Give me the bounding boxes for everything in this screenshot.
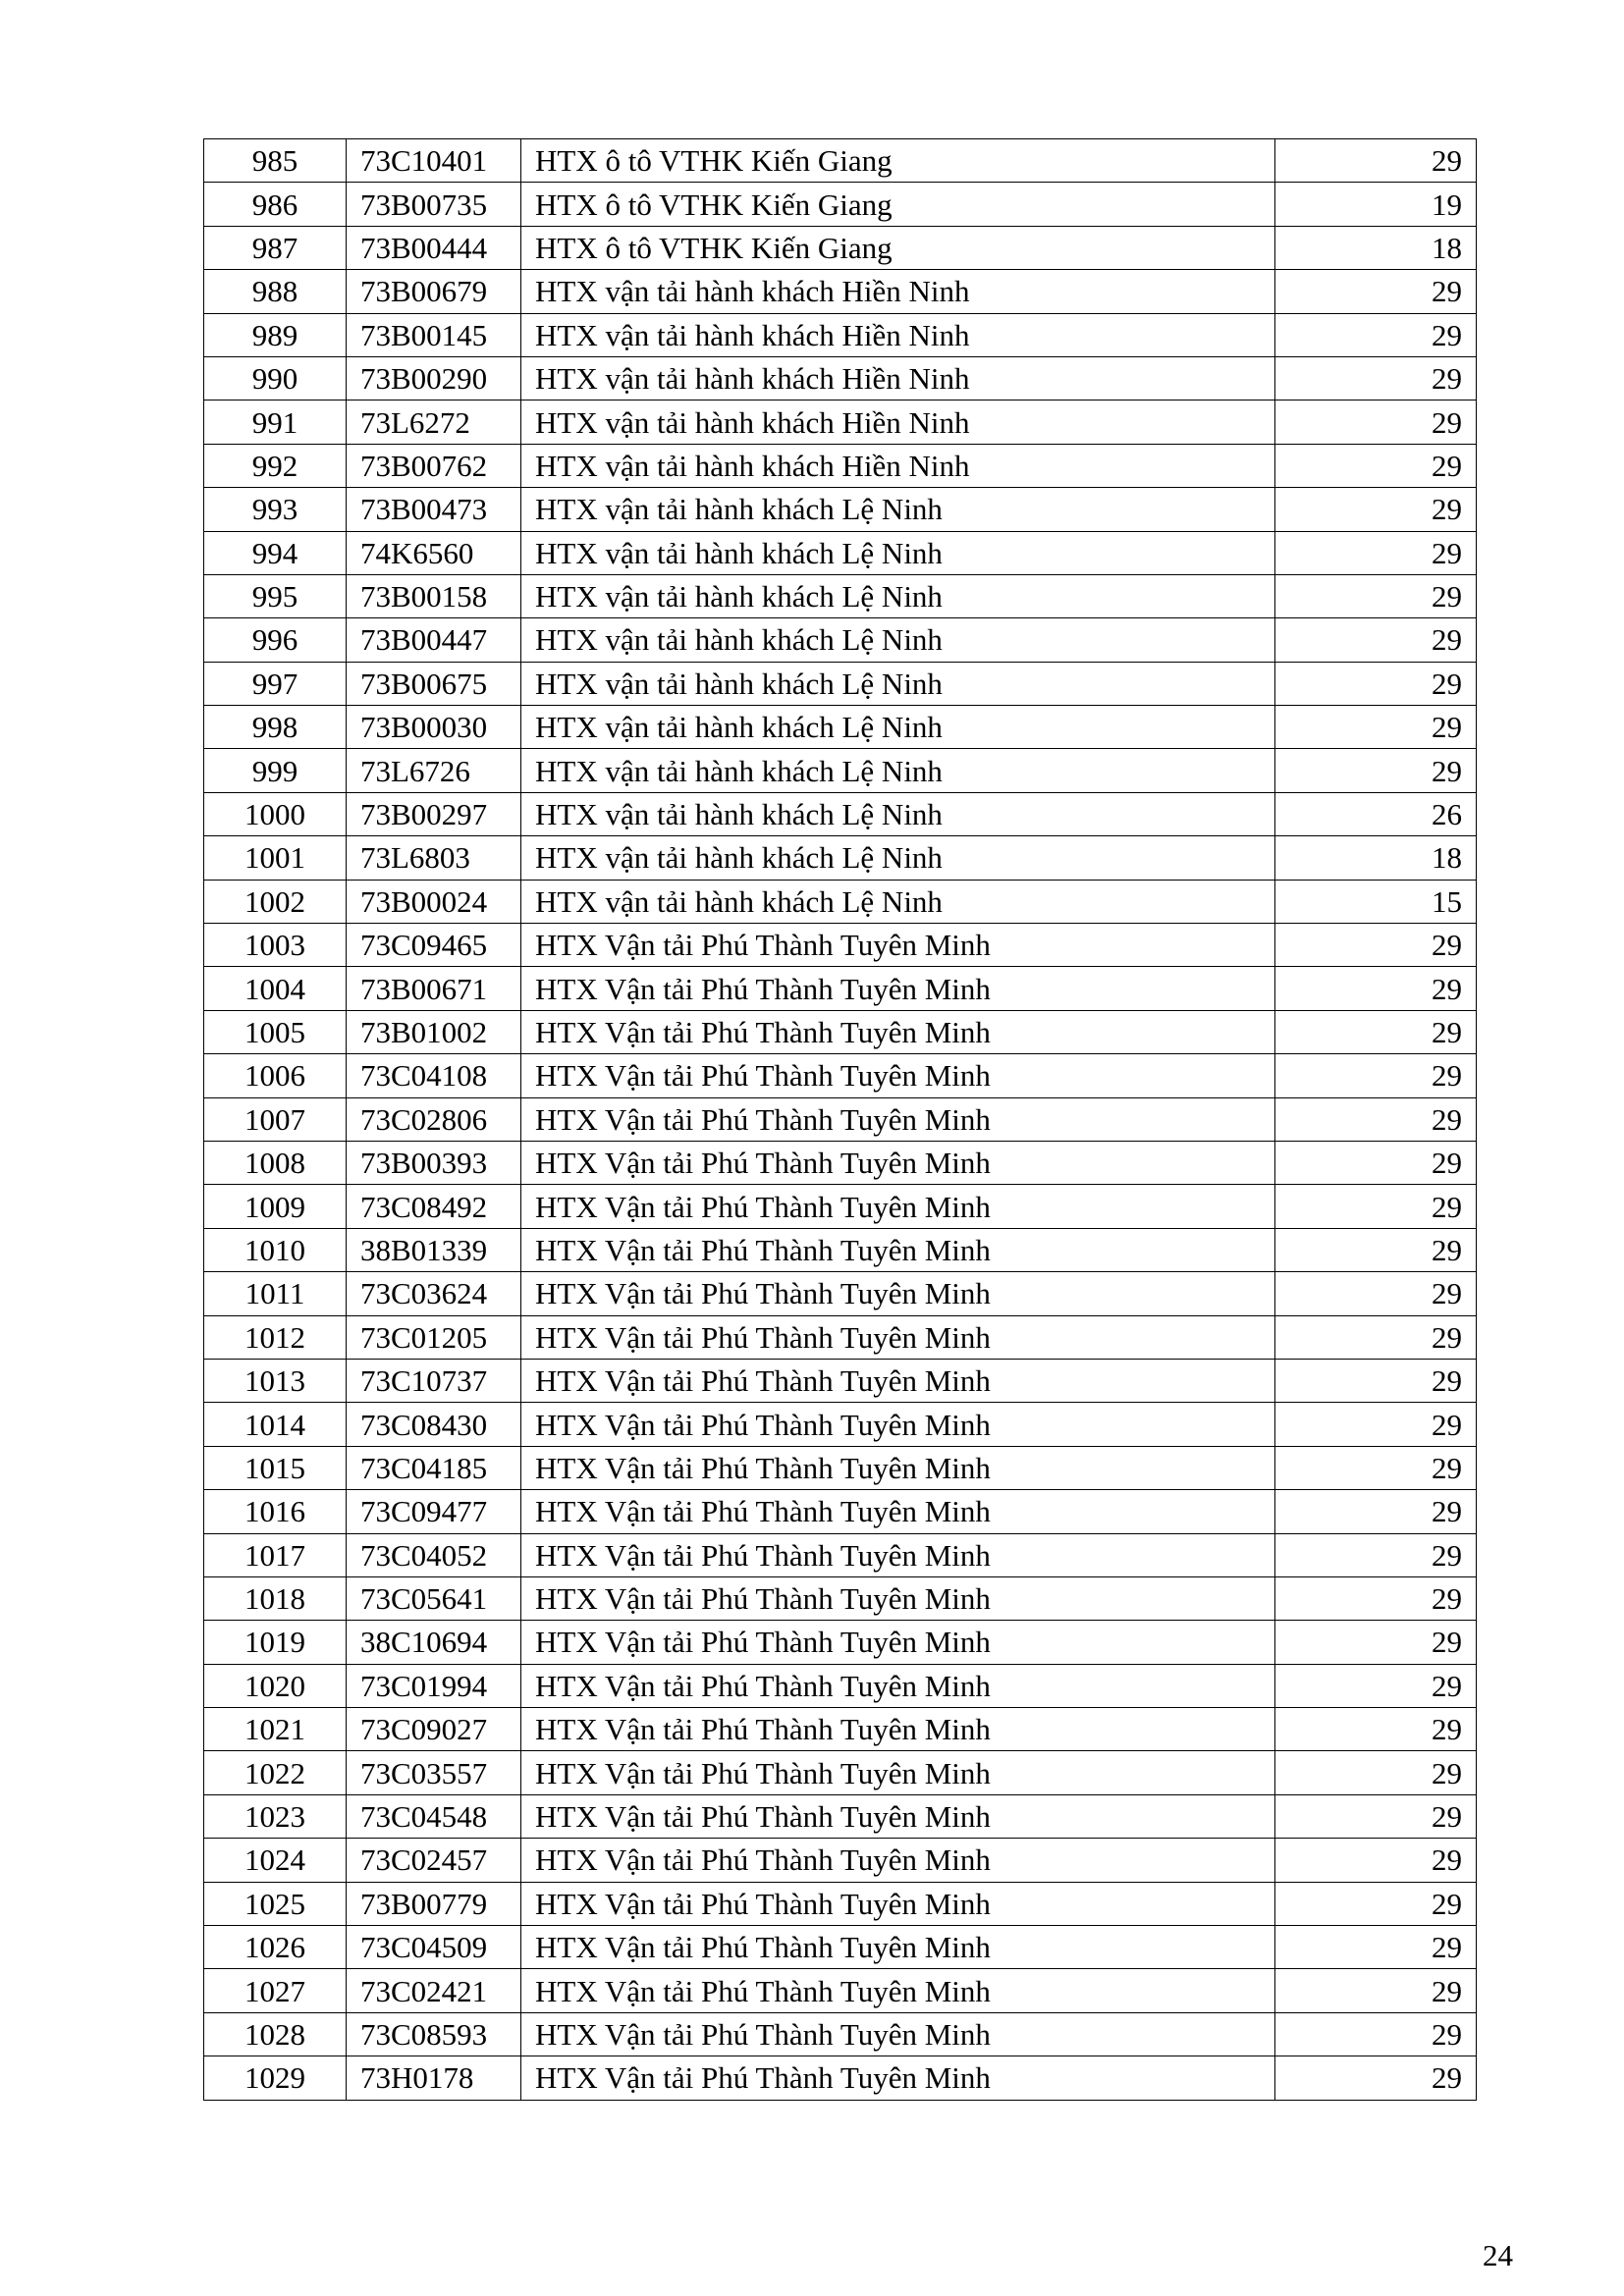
- value-cell: 29: [1275, 706, 1477, 749]
- row-number-cell: 993: [204, 488, 347, 531]
- plate-number-cell: 73B00145: [347, 313, 521, 356]
- row-number-cell: 995: [204, 574, 347, 617]
- table-row: [204, 792, 1477, 835]
- plate-number-cell: 73C09027: [347, 1708, 521, 1751]
- value-cell: 29: [1275, 2056, 1477, 2100]
- value-cell: 29: [1275, 270, 1477, 313]
- operator-name-cell: HTX Vận tải Phú Thành Tuyên Minh: [521, 1882, 1275, 1925]
- value-cell: 19: [1275, 183, 1477, 226]
- row-number-cell: 1027: [204, 1969, 347, 2012]
- table-row: [204, 1839, 1477, 1882]
- operator-name-cell: HTX Vận tải Phú Thành Tuyên Minh: [521, 1621, 1275, 1664]
- value-cell: 29: [1275, 2012, 1477, 2056]
- table-row: [204, 1359, 1477, 1402]
- operator-name-cell: HTX vận tải hành khách Lệ Ninh: [521, 574, 1275, 617]
- table-row: [204, 1185, 1477, 1228]
- operator-name-cell: HTX Vận tải Phú Thành Tuyên Minh: [521, 1097, 1275, 1141]
- value-cell: 29: [1275, 1446, 1477, 1489]
- value-cell: 29: [1275, 444, 1477, 487]
- row-number-cell: 1015: [204, 1446, 347, 1489]
- operator-name-cell: HTX ô tô VTHK Kiến Giang: [521, 139, 1275, 183]
- plate-number-cell: 73B00393: [347, 1141, 521, 1184]
- row-number-cell: 1023: [204, 1794, 347, 1838]
- plate-number-cell: 73C08492: [347, 1185, 521, 1228]
- value-cell: 29: [1275, 618, 1477, 662]
- value-cell: 29: [1275, 356, 1477, 400]
- row-number-cell: 1017: [204, 1533, 347, 1576]
- table-row: [204, 1621, 1477, 1664]
- plate-number-cell: 73C09477: [347, 1490, 521, 1533]
- operator-name-cell: HTX Vận tải Phú Thành Tuyên Minh: [521, 1272, 1275, 1315]
- operator-name-cell: HTX vận tải hành khách Hiền Ninh: [521, 356, 1275, 400]
- row-number-cell: 997: [204, 662, 347, 705]
- plate-number-cell: 73C02806: [347, 1097, 521, 1141]
- plate-number-cell: 73C04509: [347, 1926, 521, 1969]
- row-number-cell: 1008: [204, 1141, 347, 1184]
- row-number-cell: 1018: [204, 1576, 347, 1620]
- row-number-cell: 987: [204, 226, 347, 269]
- value-cell: 29: [1275, 1664, 1477, 1707]
- operator-name-cell: HTX Vận tải Phú Thành Tuyên Minh: [521, 967, 1275, 1010]
- table-row: [204, 444, 1477, 487]
- operator-name-cell: HTX vận tải hành khách Hiền Ninh: [521, 270, 1275, 313]
- table-row: [204, 1751, 1477, 1794]
- table-row: [204, 836, 1477, 880]
- plate-number-cell: 74K6560: [347, 531, 521, 574]
- plate-number-cell: 73B00473: [347, 488, 521, 531]
- operator-name-cell: HTX Vận tải Phú Thành Tuyên Minh: [521, 1839, 1275, 1882]
- plate-number-cell: 73C04548: [347, 1794, 521, 1838]
- page-number: 24: [1483, 2238, 1513, 2272]
- value-cell: 29: [1275, 1403, 1477, 1446]
- table-row: [204, 1882, 1477, 1925]
- value-cell: 18: [1275, 226, 1477, 269]
- operator-name-cell: HTX vận tải hành khách Lệ Ninh: [521, 618, 1275, 662]
- operator-name-cell: HTX Vận tải Phú Thành Tuyên Minh: [521, 1708, 1275, 1751]
- value-cell: 29: [1275, 1926, 1477, 1969]
- operator-name-cell: HTX Vận tải Phú Thành Tuyên Minh: [521, 1010, 1275, 1053]
- table-row: [204, 270, 1477, 313]
- operator-name-cell: HTX Vận tải Phú Thành Tuyên Minh: [521, 1751, 1275, 1794]
- operator-name-cell: HTX Vận tải Phú Thành Tuyên Minh: [521, 2012, 1275, 2056]
- operator-name-cell: HTX Vận tải Phú Thành Tuyên Minh: [521, 1141, 1275, 1184]
- plate-number-cell: 38C10694: [347, 1621, 521, 1664]
- table-row: [204, 313, 1477, 356]
- operator-name-cell: HTX vận tải hành khách Lệ Ninh: [521, 706, 1275, 749]
- plate-number-cell: 73B00290: [347, 356, 521, 400]
- row-number-cell: 989: [204, 313, 347, 356]
- value-cell: 29: [1275, 924, 1477, 967]
- table-row: [204, 1490, 1477, 1533]
- table-row: [204, 1926, 1477, 1969]
- table-row: [204, 618, 1477, 662]
- row-number-cell: 994: [204, 531, 347, 574]
- plate-number-cell: 73L6272: [347, 400, 521, 444]
- table-row: [204, 1533, 1477, 1576]
- operator-name-cell: HTX Vận tải Phú Thành Tuyên Minh: [521, 1054, 1275, 1097]
- row-number-cell: 1007: [204, 1097, 347, 1141]
- table-row: [204, 1315, 1477, 1359]
- row-number-cell: 999: [204, 749, 347, 792]
- row-number-cell: 1006: [204, 1054, 347, 1097]
- operator-name-cell: HTX Vận tải Phú Thành Tuyên Minh: [521, 1359, 1275, 1402]
- value-cell: 29: [1275, 1228, 1477, 1271]
- row-number-cell: 1024: [204, 1839, 347, 1882]
- plate-number-cell: 73C04185: [347, 1446, 521, 1489]
- row-number-cell: 1002: [204, 880, 347, 923]
- vehicle-table-body: [204, 139, 1477, 2101]
- operator-name-cell: HTX vận tải hành khách Lệ Ninh: [521, 836, 1275, 880]
- plate-number-cell: 73C04052: [347, 1533, 521, 1576]
- plate-number-cell: 73C01994: [347, 1664, 521, 1707]
- table-row: [204, 1010, 1477, 1053]
- row-number-cell: 1000: [204, 792, 347, 835]
- plate-number-cell: 73B00297: [347, 792, 521, 835]
- row-number-cell: 986: [204, 183, 347, 226]
- operator-name-cell: HTX vận tải hành khách Lệ Ninh: [521, 531, 1275, 574]
- operator-name-cell: HTX vận tải hành khách Hiền Ninh: [521, 444, 1275, 487]
- operator-name-cell: HTX vận tải hành khách Lệ Ninh: [521, 792, 1275, 835]
- table-row: [204, 880, 1477, 923]
- table-row: [204, 1097, 1477, 1141]
- row-number-cell: 1021: [204, 1708, 347, 1751]
- row-number-cell: 1014: [204, 1403, 347, 1446]
- row-number-cell: 1009: [204, 1185, 347, 1228]
- operator-name-cell: HTX Vận tải Phú Thành Tuyên Minh: [521, 924, 1275, 967]
- plate-number-cell: 73B00779: [347, 1882, 521, 1925]
- operator-name-cell: HTX Vận tải Phú Thành Tuyên Minh: [521, 1446, 1275, 1489]
- value-cell: 29: [1275, 1708, 1477, 1751]
- table-row: [204, 1403, 1477, 1446]
- plate-number-cell: 73C02457: [347, 1839, 521, 1882]
- table-row: [204, 662, 1477, 705]
- value-cell: 18: [1275, 836, 1477, 880]
- plate-number-cell: 73B00735: [347, 183, 521, 226]
- table-row: [204, 1794, 1477, 1838]
- value-cell: 29: [1275, 313, 1477, 356]
- value-cell: 29: [1275, 531, 1477, 574]
- value-cell: 29: [1275, 1010, 1477, 1053]
- plate-number-cell: 73B00447: [347, 618, 521, 662]
- table-row: [204, 1228, 1477, 1271]
- operator-name-cell: HTX vận tải hành khách Lệ Ninh: [521, 749, 1275, 792]
- plate-number-cell: 73B00024: [347, 880, 521, 923]
- value-cell: 29: [1275, 749, 1477, 792]
- operator-name-cell: HTX Vận tải Phú Thành Tuyên Minh: [521, 1926, 1275, 1969]
- plate-number-cell: 73C10737: [347, 1359, 521, 1402]
- plate-number-cell: 73C05641: [347, 1576, 521, 1620]
- row-number-cell: 1029: [204, 2056, 347, 2100]
- table-row: [204, 488, 1477, 531]
- value-cell: 29: [1275, 662, 1477, 705]
- operator-name-cell: HTX ô tô VTHK Kiến Giang: [521, 226, 1275, 269]
- row-number-cell: 1010: [204, 1228, 347, 1271]
- row-number-cell: 1001: [204, 836, 347, 880]
- operator-name-cell: HTX Vận tải Phú Thành Tuyên Minh: [521, 1576, 1275, 1620]
- row-number-cell: 996: [204, 618, 347, 662]
- plate-number-cell: 73B00679: [347, 270, 521, 313]
- value-cell: 29: [1275, 1882, 1477, 1925]
- value-cell: 29: [1275, 1054, 1477, 1097]
- operator-name-cell: HTX Vận tải Phú Thành Tuyên Minh: [521, 1533, 1275, 1576]
- plate-number-cell: 73C09465: [347, 924, 521, 967]
- operator-name-cell: HTX ô tô VTHK Kiến Giang: [521, 183, 1275, 226]
- table-row: [204, 1446, 1477, 1489]
- plate-number-cell: 73B00158: [347, 574, 521, 617]
- operator-name-cell: HTX vận tải hành khách Lệ Ninh: [521, 662, 1275, 705]
- row-number-cell: 992: [204, 444, 347, 487]
- row-number-cell: 990: [204, 356, 347, 400]
- value-cell: 29: [1275, 139, 1477, 183]
- table-row: [204, 2012, 1477, 2056]
- plate-number-cell: 73C02421: [347, 1969, 521, 2012]
- plate-number-cell: 73C03557: [347, 1751, 521, 1794]
- value-cell: 29: [1275, 1794, 1477, 1838]
- operator-name-cell: HTX Vận tải Phú Thành Tuyên Minh: [521, 1228, 1275, 1271]
- plate-number-cell: 73C01205: [347, 1315, 521, 1359]
- row-number-cell: 988: [204, 270, 347, 313]
- table-row: [204, 400, 1477, 444]
- plate-number-cell: 73B01002: [347, 1010, 521, 1053]
- plate-number-cell: 73B00671: [347, 967, 521, 1010]
- operator-name-cell: HTX Vận tải Phú Thành Tuyên Minh: [521, 1185, 1275, 1228]
- operator-name-cell: HTX Vận tải Phú Thành Tuyên Minh: [521, 1969, 1275, 2012]
- row-number-cell: 998: [204, 706, 347, 749]
- operator-name-cell: HTX Vận tải Phú Thành Tuyên Minh: [521, 1490, 1275, 1533]
- value-cell: 29: [1275, 1621, 1477, 1664]
- row-number-cell: 1020: [204, 1664, 347, 1707]
- value-cell: 29: [1275, 1490, 1477, 1533]
- plate-number-cell: 73C03624: [347, 1272, 521, 1315]
- table-row: [204, 1576, 1477, 1620]
- row-number-cell: 1004: [204, 967, 347, 1010]
- row-number-cell: 1013: [204, 1359, 347, 1402]
- value-cell: 26: [1275, 792, 1477, 835]
- value-cell: 29: [1275, 1969, 1477, 2012]
- operator-name-cell: HTX vận tải hành khách Lệ Ninh: [521, 880, 1275, 923]
- value-cell: 15: [1275, 880, 1477, 923]
- row-number-cell: 1012: [204, 1315, 347, 1359]
- value-cell: 29: [1275, 1185, 1477, 1228]
- row-number-cell: 1003: [204, 924, 347, 967]
- value-cell: 29: [1275, 574, 1477, 617]
- value-cell: 29: [1275, 1533, 1477, 1576]
- value-cell: 29: [1275, 1576, 1477, 1620]
- plate-number-cell: 73B00762: [347, 444, 521, 487]
- plate-number-cell: 73H0178: [347, 2056, 521, 2100]
- plate-number-cell: 73B00444: [347, 226, 521, 269]
- operator-name-cell: HTX Vận tải Phú Thành Tuyên Minh: [521, 1664, 1275, 1707]
- table-row: [204, 967, 1477, 1010]
- table-row: [204, 1272, 1477, 1315]
- table-row: [204, 706, 1477, 749]
- plate-number-cell: 73B00030: [347, 706, 521, 749]
- table-row: [204, 1969, 1477, 2012]
- table-row: [204, 1708, 1477, 1751]
- value-cell: 29: [1275, 1359, 1477, 1402]
- row-number-cell: 1016: [204, 1490, 347, 1533]
- row-number-cell: 1005: [204, 1010, 347, 1053]
- plate-number-cell: 73C10401: [347, 139, 521, 183]
- table-row: [204, 1664, 1477, 1707]
- row-number-cell: 1028: [204, 2012, 347, 2056]
- value-cell: 29: [1275, 400, 1477, 444]
- table-row: [204, 924, 1477, 967]
- value-cell: 29: [1275, 1272, 1477, 1315]
- table-row: [204, 574, 1477, 617]
- operator-name-cell: HTX vận tải hành khách Hiền Ninh: [521, 400, 1275, 444]
- vehicle-table: [203, 138, 1477, 2101]
- value-cell: 29: [1275, 1751, 1477, 1794]
- value-cell: 29: [1275, 1141, 1477, 1184]
- table-row: [204, 1141, 1477, 1184]
- value-cell: 29: [1275, 488, 1477, 531]
- table-row: [204, 183, 1477, 226]
- operator-name-cell: HTX vận tải hành khách Hiền Ninh: [521, 313, 1275, 356]
- plate-number-cell: 73B00675: [347, 662, 521, 705]
- row-number-cell: 1026: [204, 1926, 347, 1969]
- plate-number-cell: 73C08593: [347, 2012, 521, 2056]
- table-row: [204, 1054, 1477, 1097]
- table-row: [204, 749, 1477, 792]
- operator-name-cell: HTX Vận tải Phú Thành Tuyên Minh: [521, 1315, 1275, 1359]
- value-cell: 29: [1275, 1097, 1477, 1141]
- row-number-cell: 991: [204, 400, 347, 444]
- value-cell: 29: [1275, 1839, 1477, 1882]
- row-number-cell: 985: [204, 139, 347, 183]
- row-number-cell: 1019: [204, 1621, 347, 1664]
- plate-number-cell: 73L6803: [347, 836, 521, 880]
- row-number-cell: 1011: [204, 1272, 347, 1315]
- plate-number-cell: 73C04108: [347, 1054, 521, 1097]
- operator-name-cell: HTX Vận tải Phú Thành Tuyên Minh: [521, 1794, 1275, 1838]
- operator-name-cell: HTX Vận tải Phú Thành Tuyên Minh: [521, 1403, 1275, 1446]
- value-cell: 29: [1275, 967, 1477, 1010]
- plate-number-cell: 38B01339: [347, 1228, 521, 1271]
- operator-name-cell: HTX Vận tải Phú Thành Tuyên Minh: [521, 2056, 1275, 2100]
- value-cell: 29: [1275, 1315, 1477, 1359]
- row-number-cell: 1022: [204, 1751, 347, 1794]
- operator-name-cell: HTX vận tải hành khách Lệ Ninh: [521, 488, 1275, 531]
- table-row: [204, 356, 1477, 400]
- plate-number-cell: 73C08430: [347, 1403, 521, 1446]
- table-row: [204, 531, 1477, 574]
- table-row: [204, 226, 1477, 269]
- table-row: [204, 139, 1477, 183]
- table-row: [204, 2056, 1477, 2100]
- row-number-cell: 1025: [204, 1882, 347, 1925]
- plate-number-cell: 73L6726: [347, 749, 521, 792]
